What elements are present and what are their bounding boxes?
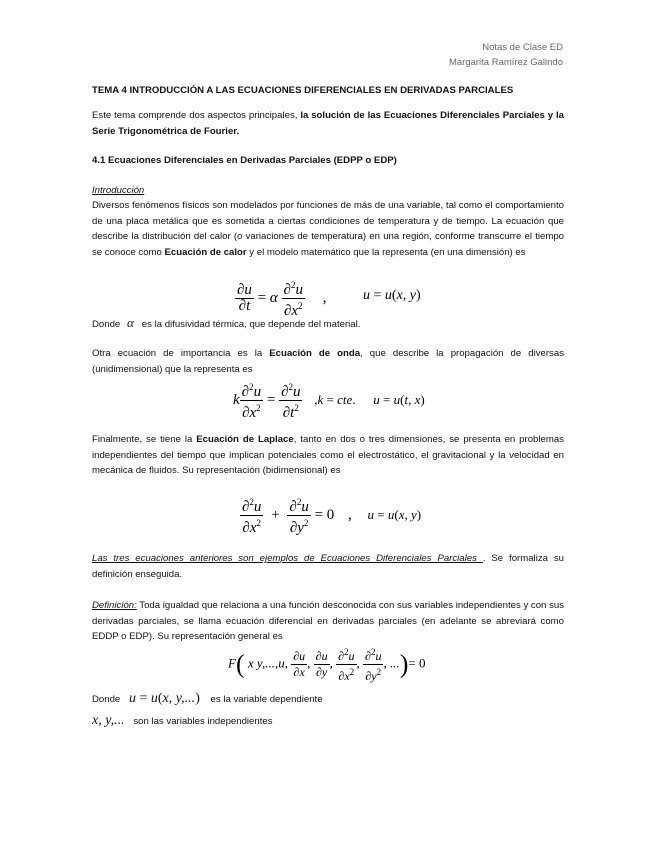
heat-equation: $\frac{\partial u}{\partial t}$ = α $\frac{\partial^2u}{\partial x^2}$ , <box>237 280 327 319</box>
wave-equation: k $\frac{\partial^2u}{\partial x^2}$ = $\frac{\partial^2u}{\partial t^2}$ ,k = cte. u = u(t, x) <box>233 382 425 421</box>
document-title: TEMA 4 INTRODUCCIÓN A LAS ECUACIONES DIFERENCIALES EN DERIVADAS PARCIALES <box>92 85 514 96</box>
donde-alpha: Donde α es la difusividad térmica, que depende del material. <box>92 315 361 330</box>
independent-vars: x, y,... son las variables independientes <box>92 713 273 728</box>
intro-paragraph: Este tema comprende dos aspectos principales, la solución de las Ecuaciones Diferenciales Parciales y la Serie Trigonométrica de Fourier. <box>92 110 564 137</box>
heat-equation-function: u = u(x, y) <box>363 288 421 303</box>
laplace-equation: $\frac{\partial^2u}{\partial x^2}$ + $\frac{\partial^2u}{\partial y^2}$ = 0 , u = u(x, y) <box>242 497 422 536</box>
laplace-paragraph: Finalmente, se tiene la Ecuación de Laplace, tanto en dos o tres dimensiones, se presenta en problemas independientes del tiempo que implican potenciales como el electrostático, el gravitacional y la velocidad en mecánica de fluidos. Su representación (bidimensional) es <box>92 434 564 477</box>
general-pde: F( x y,...,u, $\frac{\partial u}{\partial x}$ , $\frac{\partial u}{\partial y}$ , $\frac{\partial^2u}{\partial x^2}$ , $\frac{\partial^2u}{\partial y^2}$ , ...)= 0 <box>228 647 426 683</box>
page-header <box>449 40 563 70</box>
wave-paragraph: Otra ecuación de importancia es la Ecuación de onda, que describe la propagación de diversas (unidimensional) que la representa es <box>92 348 564 375</box>
definition-paragraph: Definición: Toda igualdad que relaciona a una función desconocida con sus variables independientes y con sus derivadas parciales, se llama ecuación diferencial en derivadas parciales (en adelante se abreviará como EDDP o EDP). Su representación general es <box>92 600 564 643</box>
examples-paragraph: Las tres ecuaciones anteriores son ejemplos de Ecuaciones Diferenciales Parciales . Se formaliza su definición enseguida. <box>92 553 564 580</box>
donde-u: Donde u = u(x, y,...) es la variable dependiente <box>92 691 323 706</box>
section-title: 4.1 Ecuaciones Diferenciales en Derivadas Parciales (EDPP o EDP) <box>92 155 397 166</box>
heat-paragraph: Diversos fenómenos físicos son modelados por funciones de más de una variable, tal como el comportamiento de una placa metálica que es sometida a ciertas condiciones de temperatura y de tiempo. La ecuación que describe la distribución del calor (o variaciones de temperatura) en una región, conforme transcurre el tiempo se conoce como Ecuación de calor y el modelo matemático que la representa (en una dimensión) es <box>92 200 564 258</box>
header-course: Notas de Clase ED <box>482 42 563 53</box>
header-author: Margarita Ramírez Galindo <box>448 57 563 68</box>
introduccion-heading: Introducción <box>92 185 145 196</box>
